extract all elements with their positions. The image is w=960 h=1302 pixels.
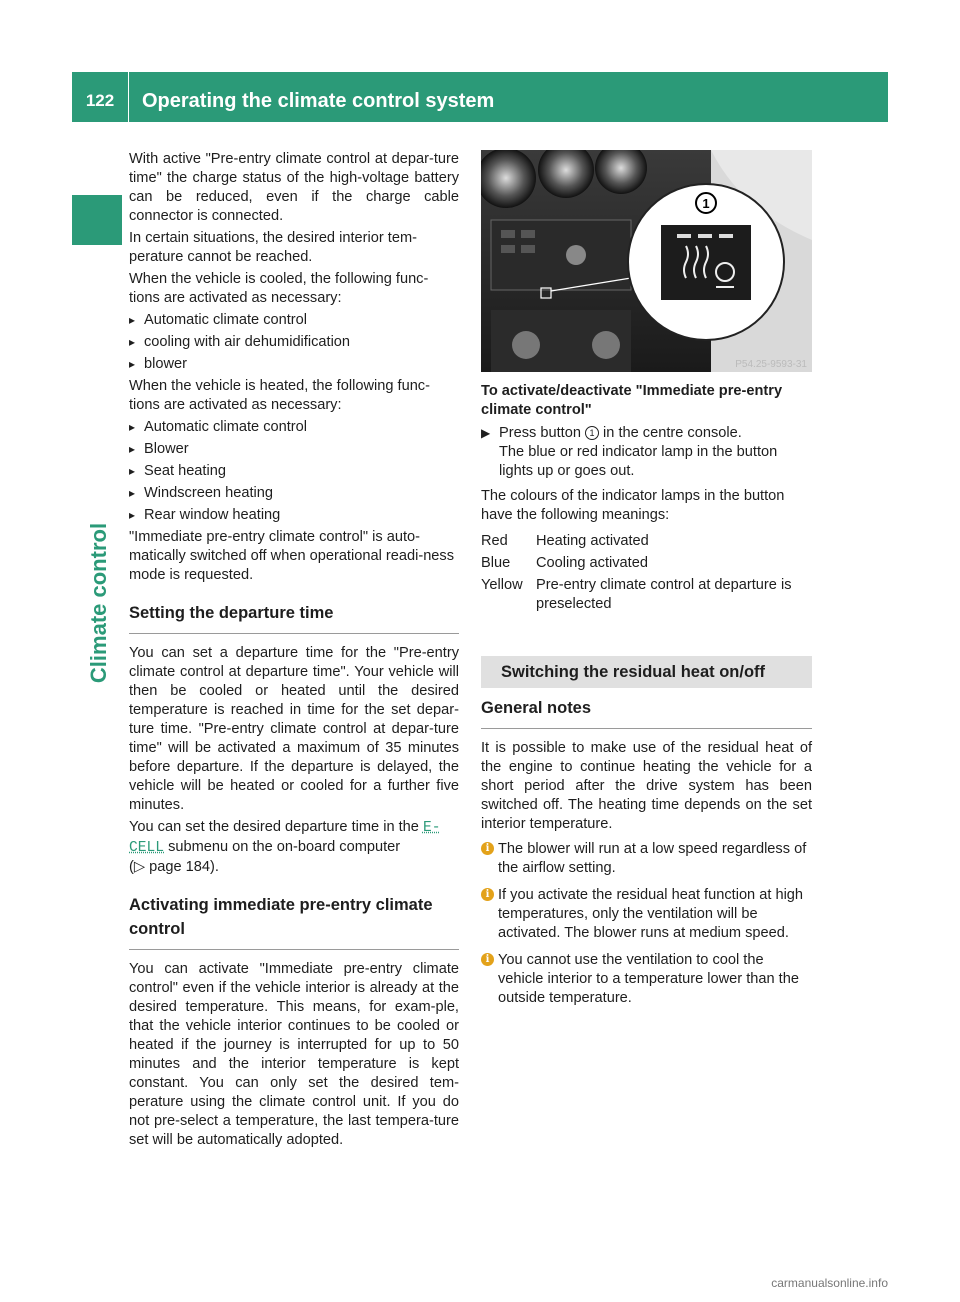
paragraph: The colours of the indicator lamps in the button have the following meanings:: [481, 488, 785, 523]
table-row: [481, 531, 812, 553]
page-title: Operating the climate control system: [142, 90, 495, 112]
list-item: ▸ Windscreen heating: [129, 484, 459, 503]
note-text: If you activate the residual heat function at high temperatures, only the ventilation will be activated. The blower runs at medium speed.: [498, 887, 804, 941]
text: You can set the desired departure time in the: [129, 819, 423, 835]
lamp-color: Yellow: [481, 577, 523, 593]
console-illustration: [481, 150, 812, 372]
lamp-meaning: Cooling activated: [536, 555, 648, 571]
lamp-meaning: Pre-entry climate control at departure is preselected: [536, 577, 792, 612]
note-text: The blower will run at a low speed regardless of the airflow setting.: [498, 841, 807, 876]
list-item: ▸ cooling with air dehumidification: [129, 333, 459, 352]
table-row: [481, 575, 812, 616]
section-tab-marker: [72, 195, 122, 245]
lamp-color: Red: [481, 533, 508, 549]
paragraph: With active "Pre-entry climate control at depar-ture time" the charge status of the high-voltage battery can be reduced, even if the charge cable connector is connected.: [129, 151, 459, 224]
paragraph: When the vehicle is heated, the following func-tions are activated as necessary:: [129, 378, 430, 413]
step-result: The blue or red indicator lamp in the button lights up or goes out.: [499, 444, 778, 479]
info-note: [481, 840, 812, 878]
header-bar: [72, 72, 888, 122]
procedure-heading: To activate/deactivate "Immediate pre-entry climate control": [481, 383, 783, 418]
left-column: [129, 150, 459, 1153]
lamp-meaning: Heating activated: [536, 533, 649, 549]
paragraph: You can activate "Immediate pre-entry climate control" even if the vehicle interior is already at the desired temperature. This means, for exam-ple, that the vehicle interior continues to be cooled or heated if the journey is interrupted for up to 50 minutes and the interior temperature is kept constant. You can only set the desired tem-perature using the climate control unit. If you do not pre-select a temperature, the last tempera-ture set will be automatically adopted.: [129, 961, 459, 1148]
page-reference-link[interactable]: (▷ page 184).: [129, 859, 219, 875]
list-item: ▸ Automatic climate control: [129, 418, 459, 437]
table-row: [481, 553, 812, 575]
lamp-color: Blue: [481, 555, 511, 571]
section-heading: Activating immediate pre-entry climate control: [129, 893, 459, 950]
ecell-menu-link[interactable]: E-CELL: [129, 820, 441, 856]
step-arrow-icon: ▶: [481, 426, 491, 440]
paragraph: [129, 818, 459, 877]
list-item: ▸ Blower: [129, 440, 459, 459]
list-item: ▸ Seat heating: [129, 462, 459, 481]
right-column: [481, 150, 812, 1016]
info-icon: i: [481, 953, 494, 966]
list-item: ▸ Automatic climate control: [129, 311, 459, 330]
text: submenu on the on-board computer: [164, 839, 401, 855]
text: in the centre console.: [599, 425, 742, 441]
info-note: [481, 951, 812, 1008]
image-code: P54.25-9593-31: [735, 359, 807, 370]
info-note: [481, 886, 812, 943]
page-number: 122: [85, 91, 115, 110]
text: Press button: [499, 425, 585, 441]
centre-console-photo: [481, 150, 812, 372]
note-text: You cannot use the ventilation to cool the vehicle interior to a temperature lower than the outside temperature.: [498, 952, 799, 1006]
procedure-step: [481, 424, 812, 481]
paragraph: It is possible to make use of the residual heat of the engine to continue heating the vehicle for a short period after the drive system has been switched off. The heating time depends on the set interior temperature.: [481, 740, 812, 832]
paragraph: "Immediate pre-entry climate control" is auto-matically switched off when operational readi-ness mode is requested.: [129, 529, 455, 583]
watermark: carmanualsonline.info: [771, 1276, 888, 1290]
section-side-label: Climate control: [86, 522, 111, 684]
section-heading: General notes: [481, 696, 812, 729]
section-heading: Setting the departure time: [129, 601, 459, 634]
paragraph: You can set a departure time for the "Pre-entry climate control at departure time". Your vehicle will then be cooled or heated until the desired temperature is reached in time for the set depar-ture time. "Pre-entry climate control at depar-ture time" will be activated a maximum of 35 minutes before departure. If the departure is delayed, the vehicle will be heated or cooled for a further five minutes.: [129, 645, 459, 813]
indicator-lamp-table: [481, 531, 812, 616]
section-band-heading: Switching the residual heat on/off: [481, 656, 812, 688]
paragraph: When the vehicle is cooled, the following func-tions are activated as necessary:: [129, 271, 429, 306]
paragraph: In certain situations, the desired interior tem-perature cannot be reached.: [129, 230, 417, 265]
list-item: ▸ Rear window heating: [129, 506, 459, 525]
info-icon: i: [481, 888, 494, 901]
header-divider: [128, 72, 129, 122]
info-icon: i: [481, 842, 494, 855]
button-callout-icon: 1: [585, 426, 599, 440]
list-item: ▸ blower: [129, 355, 459, 374]
callout-number: 1: [702, 196, 710, 211]
